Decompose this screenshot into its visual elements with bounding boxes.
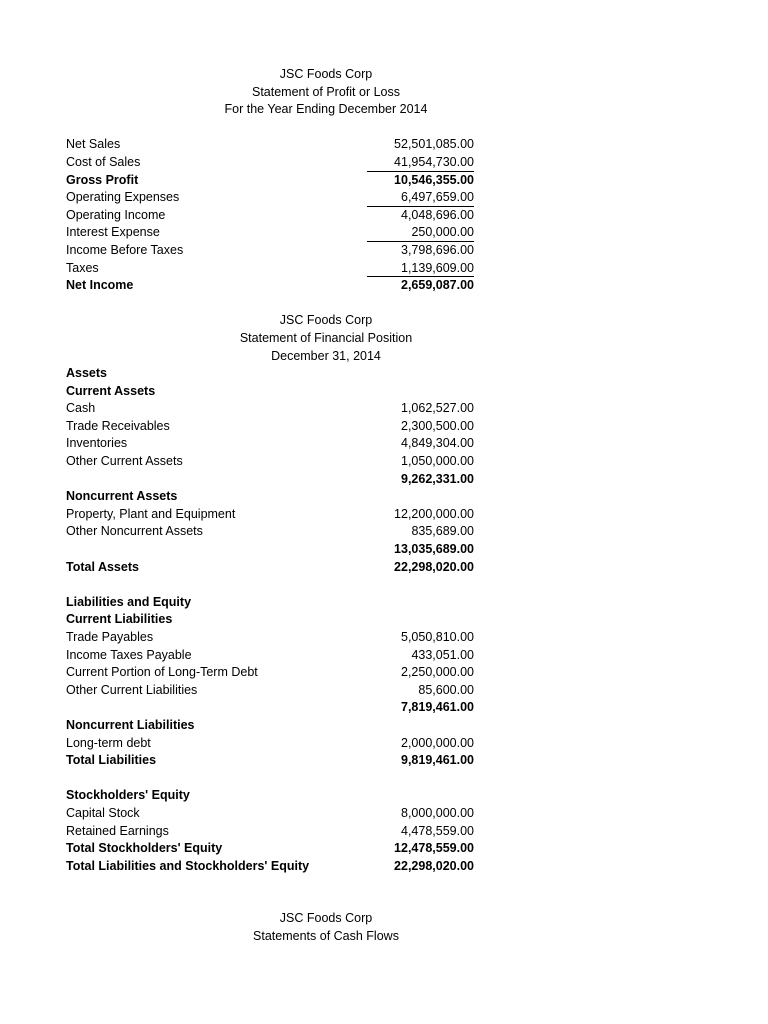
row-current-portion-ltd: Current Portion of Long-Term Debt 2,250,000.00 [66,665,474,680]
statement-title: Statements of Cash Flows [253,928,399,943]
row-inventories: Inventories 4,849,304.00 [66,436,474,451]
pl-row-taxes: Taxes 1,139,609.00 [66,260,477,278]
equity-heading: Stockholders' Equity [66,788,190,803]
row-other-noncurrent-assets: Other Noncurrent Assets 835,689.00 [66,524,474,539]
statement-title: Statement of Financial Position [239,330,413,345]
row-ppe: Property, Plant and Equipment 12,200,000.00 [66,506,474,521]
row-total-equity: Total Stockholders' Equity 12,478,559.00 [66,841,474,856]
assets-heading: Assets [66,366,107,381]
row-long-term-debt: Long-term debt 2,000,000.00 [66,735,474,750]
liabilities-equity-heading: Liabilities and Equity [66,594,192,609]
row-noncurrent-assets-total: 13,035,689.00 [394,542,474,557]
company-name: JSC Foods Corp [279,911,373,926]
profit-loss-header [66,66,586,119]
cash-flows-header [66,910,586,945]
pl-row-operating-expenses: Operating Expenses 6,497,659.00 [66,189,477,207]
row-total-assets: Total Assets 22,298,020.00 [66,559,474,574]
pl-row-cost-of-sales: Cost of Sales 41,954,730.00 [66,154,477,172]
pl-row-gross-profit: Gross Profit 10,546,355.00 [66,172,474,187]
noncurrent-assets-heading: Noncurrent Assets [66,489,178,504]
row-total-liabilities-equity: Total Liabilities and Stockholders' Equity 22,298,020.00 [66,858,474,873]
company-name: JSC Foods Corp [279,67,373,81]
statement-title: Statement of Profit or Loss [252,84,400,99]
pl-row-interest-expense: Interest Expense 250,000.00 [66,224,477,242]
row-trade-payables: Trade Payables 5,050,810.00 [66,630,474,644]
row-other-current-assets: Other Current Assets 1,050,000.00 [66,454,474,469]
document-page [0,66,768,946]
row-current-assets-total: 9,262,331.00 [401,471,474,486]
row-income-taxes-payable: Income Taxes Payable 433,051.00 [66,647,474,662]
row-other-current-liabilities: Other Current Liabilities 85,600.00 [66,682,474,697]
pl-row-income-before-taxes: Income Before Taxes 3,798,696.00 [66,242,474,257]
pl-row-net-sales: Net Sales 52,501,085.00 [66,137,474,152]
row-total-liabilities: Total Liabilities 9,819,461.00 [66,753,474,768]
row-trade-receivables: Trade Receivables 2,300,500.00 [66,418,474,433]
row-capital-stock: Capital Stock 8,000,000.00 [66,805,474,820]
statement-period: For the Year Ending December 2014 [224,102,428,117]
row-retained-earnings: Retained Earnings 4,478,559.00 [66,823,474,838]
current-liabilities-heading: Current Liabilities [66,612,173,627]
company-name: JSC Foods Corp [279,313,373,328]
financial-position-header [66,312,586,365]
pl-row-operating-income: Operating Income 4,048,696.00 [66,207,474,222]
noncurrent-liabilities-heading: Noncurrent Liabilities [66,717,195,732]
row-current-liabilities-total: 7,819,461.00 [401,700,474,715]
current-assets-heading: Current Assets [66,383,156,398]
row-cash: Cash 1,062,527.00 [66,401,474,416]
statement-date: December 31, 2014 [271,348,381,363]
pl-row-net-income: Net Income 2,659,087.00 [66,278,474,293]
